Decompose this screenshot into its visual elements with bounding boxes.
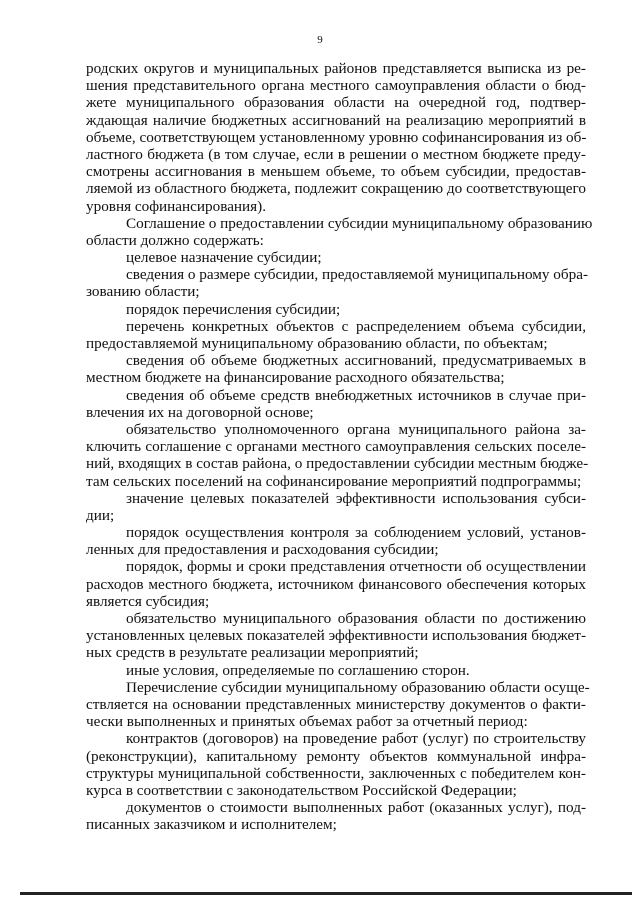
- text-line: является субсидия;: [86, 592, 210, 610]
- text-line: ждающая наличие бюджетных ассигнований на реализацию мероприятий в: [86, 111, 586, 129]
- text-line: контрактов (договоров) на проведение работ (услуг) по строительству: [126, 730, 586, 748]
- text-line: порядок осуществления контроля за соблюдением условий, установ-: [126, 524, 586, 542]
- text-line: иные условия, определяемые по соглашению сторон.: [126, 661, 470, 679]
- text-line: сведения об объеме средств внебюджетных источников в случае при-: [126, 386, 586, 404]
- text-line: Соглашение о предоставлении субсидии муниципальному образованию: [126, 214, 593, 232]
- text-line: дии;: [86, 506, 115, 524]
- text-line: зованию области;: [86, 283, 200, 301]
- text-line: Перечисление субсидии муниципальному образованию области осуще-: [126, 678, 590, 696]
- text-line: значение целевых показателей эффективности использования субси-: [126, 489, 586, 507]
- text-line: документов о стоимости выполненных работ (оказанных услуг), под-: [126, 799, 586, 817]
- text-line: жете муниципального образования области на очередной год, подтвер-: [86, 94, 586, 112]
- text-line: расходов местного бюджета, источником финансового обеспечения которых: [86, 575, 586, 593]
- text-line: смотрены ассигнования в меньшем объеме, то объем субсидии, предостав-: [86, 163, 586, 181]
- text-line: ленных для предоставления и расходования субсидии;: [86, 541, 439, 559]
- text-line: ний, входящих в состав района, о предоставлении субсидии местным бюдже-: [86, 455, 589, 473]
- text-line: сведения об объеме бюджетных ассигнований, предусматриваемых в: [126, 352, 586, 370]
- text-line: ляемой из областного бюджета, подлежит сокращению до соответствующего: [86, 180, 586, 198]
- text-line: порядок перечисления субсидии;: [126, 300, 341, 318]
- text-line: чески выполненных и принятых объемах работ за отчетный период:: [86, 713, 528, 731]
- text-line: предоставляемой муниципальному образованию области, по объектам;: [86, 335, 548, 352]
- text-line: ных средств в результате реализации мероприятий;: [86, 644, 419, 662]
- page-number: 9: [317, 34, 323, 46]
- text-line: обязательство муниципального образования области по достижению: [126, 610, 586, 627]
- text-line: перечень конкретных объектов с распределением объема субсидии,: [126, 317, 586, 335]
- text-line: ключить соглашение с органами местного самоуправления сельских поселе-: [86, 438, 586, 456]
- text-line: области должно содержать:: [86, 231, 264, 249]
- text-line: обязательство уполномоченного органа муниципального района за-: [126, 420, 586, 438]
- text-line: уровня софинансирования).: [86, 197, 267, 215]
- text-line: писанных заказчиком и исполнителем;: [86, 816, 337, 834]
- text-line: сведения о размере субсидии, предоставляемой муниципальному обра-: [126, 266, 589, 284]
- text-line: там сельских поселений на софинансирование мероприятий подпрограммы;: [86, 472, 582, 490]
- text-line: ствляется на основании представленных министерству документов о факти-: [86, 695, 586, 713]
- text-line: установленных целевых показателей эффективности использования бюджет-: [86, 627, 586, 645]
- document-body: [86, 60, 593, 834]
- text-line: местном бюджете на финансирование расходного обязательства;: [86, 369, 505, 387]
- bottom-scan-edge: [20, 892, 632, 895]
- text-line: (реконструкции), капитальному ремонту объектов коммунальной инфра-: [86, 747, 586, 765]
- text-line: объеме, соответствующем установленному уровню софинансирования из об-: [86, 128, 587, 146]
- text-line: структуры муниципальной собственности, заключенных с победителем кон-: [86, 764, 586, 782]
- text-line: курса в соответствии с законодательством Российской Федерации;: [86, 781, 517, 799]
- text-line: порядок, формы и сроки представления отчетности об осуществлении: [126, 558, 586, 576]
- text-line: родских округов и муниципальных районов представляется выписка из ре-: [86, 60, 586, 77]
- text-line: шения представительного органа местного самоуправления области о бюд-: [86, 77, 586, 95]
- text-line: влечения их на договорной основе;: [86, 403, 314, 421]
- text-line: целевое назначение субсидии;: [126, 249, 322, 267]
- text-line: ластного бюджета (в том случае, если в решении о местном бюджете преду-: [86, 145, 586, 163]
